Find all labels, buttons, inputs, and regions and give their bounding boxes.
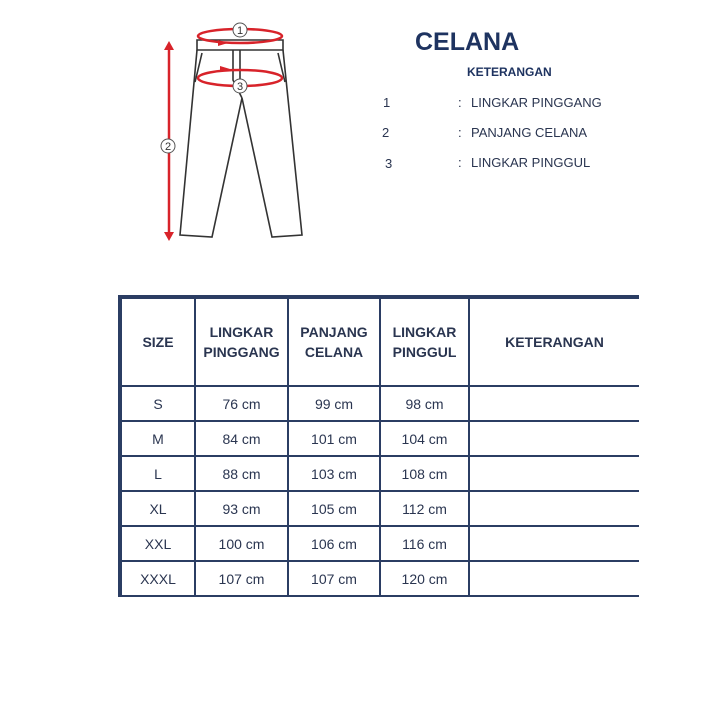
table-row [120,456,639,491]
table-header-row [120,297,639,386]
page-title: CELANA [415,28,520,56]
cell-notes [469,561,639,596]
header-size: SIZE [120,297,195,386]
cell-length: 99 cm [288,386,380,421]
cell-hip: 98 cm [380,386,469,421]
cell-length: 103 cm [288,456,380,491]
header-length: PANJANG CELANA [288,297,380,386]
cell-size: XL [120,491,195,526]
cell-notes [469,526,639,561]
cell-hip: 120 cm [380,561,469,596]
table-row [120,561,639,596]
table-row [120,526,639,561]
cell-notes [469,421,639,456]
legend-sep: : [458,125,462,140]
cell-length: 105 cm [288,491,380,526]
cell-hip: 108 cm [380,456,469,491]
cell-hip: 104 cm [380,421,469,456]
cell-hip: 116 cm [380,526,469,561]
cell-notes [469,456,639,491]
cell-length: 101 cm [288,421,380,456]
svg-text:1: 1 [236,25,244,37]
legend-label: PANJANG CELANA [471,125,588,140]
table-row [120,386,639,421]
legend-sep: : [458,155,462,170]
legend-label: LINGKAR PINGGANG [471,95,602,110]
cell-waist: 84 cm [195,421,288,456]
cell-waist: 76 cm [195,386,288,421]
legend-num: 3 [385,156,393,171]
cell-waist: 107 cm [195,561,288,596]
cell-waist: 88 cm [195,456,288,491]
legend-heading: KETERANGAN [467,65,552,79]
size-table [118,295,639,597]
cell-waist: 93 cm [195,491,288,526]
table-row [120,421,639,456]
legend-num: 2 [382,125,390,140]
cell-size: XXL [120,526,195,561]
cell-length: 107 cm [288,561,380,596]
cell-size: S [120,386,195,421]
pants-diagram [150,20,320,250]
cell-notes [469,491,639,526]
legend-num: 1 [383,95,391,110]
cell-length: 106 cm [288,526,380,561]
header-waist: LINGKAR PINGGANG [195,297,288,386]
legend-label: LINGKAR PINGGUL [471,155,591,170]
header-notes: KETERANGAN [469,297,639,386]
cell-size: L [120,456,195,491]
cell-size: M [120,421,195,456]
header-hip: LINGKAR PINGGUL [380,297,469,386]
cell-size: XXXL [120,561,195,596]
table-row [120,491,639,526]
legend-sep: : [458,95,462,110]
svg-text:2: 2 [164,141,172,153]
cell-hip: 112 cm [380,491,469,526]
cell-notes [469,386,639,421]
svg-text:3: 3 [236,81,244,93]
cell-waist: 100 cm [195,526,288,561]
